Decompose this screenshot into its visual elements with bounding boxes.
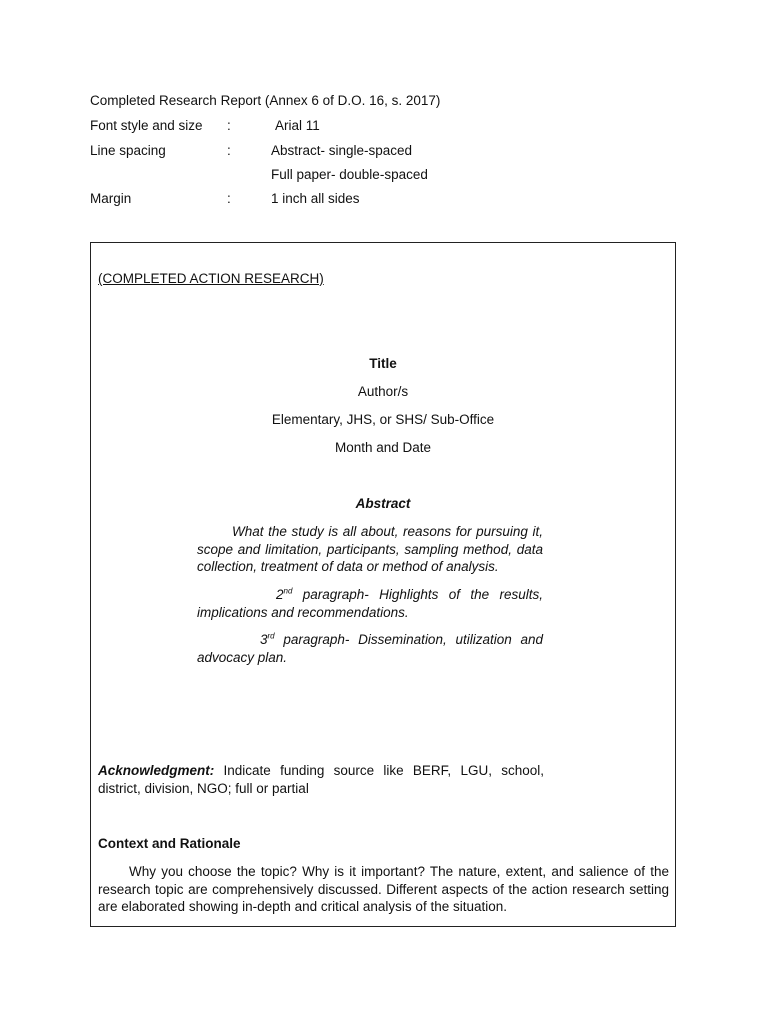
ordinal-number: 2 — [276, 587, 284, 602]
spec-colon: : — [227, 143, 231, 158]
abstract-paragraph-1: What the study is all about, reasons for pursuing it, scope and limitation, participants, sampling method, data collection, treatment of data or method of analysis. — [197, 524, 543, 574]
spec-value: Abstract- single-spaced — [271, 143, 413, 158]
spec-colon: : — [227, 118, 231, 133]
acknowledgment-label: Acknowledgment: — [98, 763, 215, 778]
spec-value: Arial 11 — [275, 118, 320, 133]
paragraph-text: paragraph- Highlights of the results, implications and recommendations. — [197, 587, 543, 620]
paper-title: Title — [369, 356, 397, 371]
spec-label: Line spacing — [90, 143, 166, 158]
paragraph-text: paragraph- Dissemination, utilization and advocacy plan. — [197, 632, 543, 665]
abstract-paragraph-3 — [197, 631, 543, 666]
ordinal-suffix: nd — [283, 586, 293, 596]
ordinal-number: 3 — [260, 632, 268, 647]
spec-label: Font style and size — [90, 118, 203, 133]
template-box — [90, 242, 676, 927]
spec-row-line-spacing — [90, 143, 650, 159]
abstract-paragraph-2 — [197, 586, 543, 621]
spec-row-line-spacing-cont — [90, 167, 650, 183]
spec-row-margin — [90, 191, 650, 207]
paper-date: Month and Date — [334, 440, 432, 455]
paper-school: Elementary, JHS, or SHS/ Sub-Office — [271, 412, 495, 427]
context-heading: Context and Rationale — [98, 836, 241, 851]
spec-value: 1 inch all sides — [271, 191, 360, 206]
context-text: Why you choose the topic? Why is it important? The nature, extent, and salience of the research topic are comprehensively discussed. Different aspects of the action research setting are elaborated showing in-depth and critical analysis of the situation. — [98, 864, 669, 914]
spec-colon: : — [227, 191, 231, 206]
acknowledgment-text: Indicate funding source like BERF, LGU, school, district, division, NGO; full or partial — [98, 763, 544, 796]
report-title: Completed Research Report (Annex 6 of D.O. 16, s. 2017) — [90, 93, 441, 108]
ordinal-suffix: rd — [267, 631, 275, 641]
acknowledgment — [98, 762, 544, 797]
spec-label: Margin — [90, 191, 132, 206]
spec-row-font — [90, 118, 650, 134]
abstract-heading: Abstract — [355, 496, 411, 511]
spec-value: Full paper- double-spaced — [271, 167, 428, 182]
paper-authors: Author/s — [357, 384, 409, 399]
template-heading: (COMPLETED ACTION RESEARCH) — [98, 271, 324, 286]
